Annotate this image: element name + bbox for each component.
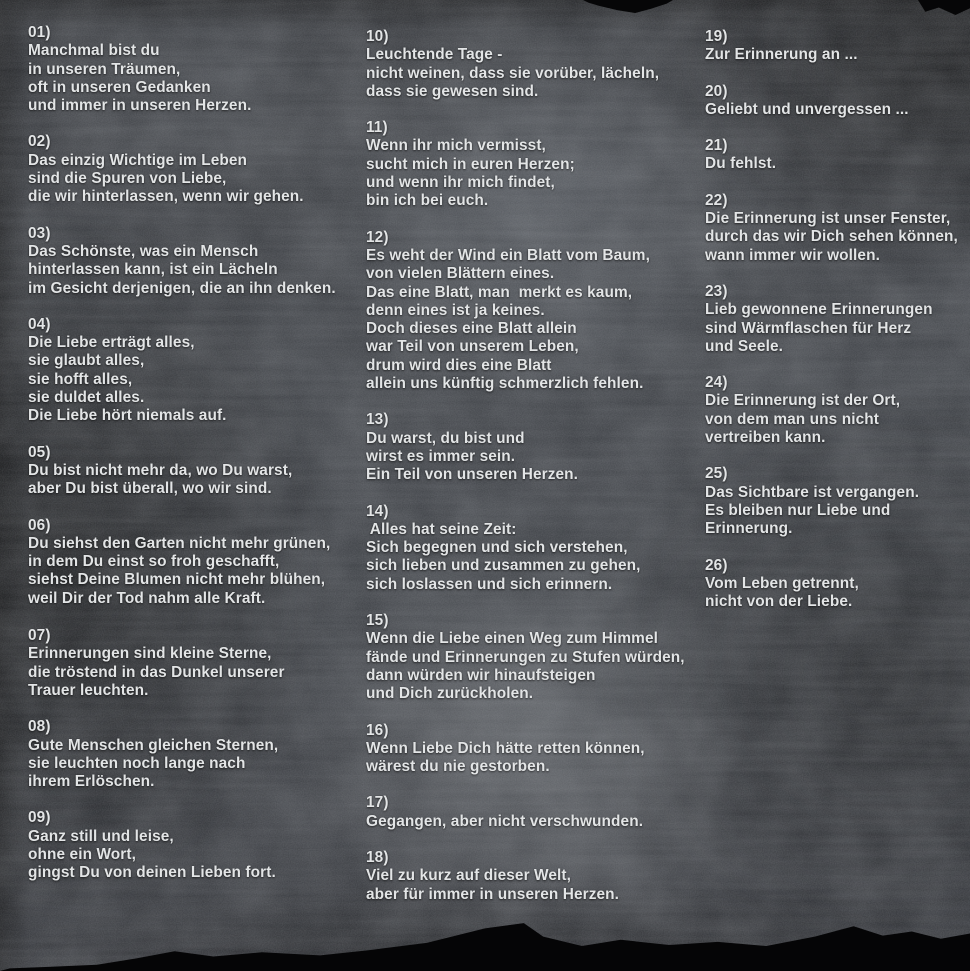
- quote-line: bin ich bei euch.: [366, 192, 489, 210]
- quote-line: und Seele.: [705, 337, 783, 355]
- quote-number: 23): [705, 282, 728, 300]
- quote-line: in unseren Träumen,: [28, 60, 181, 78]
- quote-number: 11): [366, 119, 388, 137]
- quote-line: von dem man uns nicht: [705, 410, 879, 428]
- quote-number: 10): [366, 28, 389, 45]
- quote-number: 20): [705, 82, 728, 100]
- quote-line: denn eines ist ja keines.: [366, 301, 545, 319]
- quote-line: drum wird dies eine Blatt: [366, 356, 552, 374]
- quote-line: sich loslassen und sich erinnern.: [366, 575, 613, 593]
- quote-line: Erinnerungen sind kleine Sterne,: [28, 645, 272, 663]
- quote-line: wirst es immer sein.: [366, 447, 516, 465]
- quote-number: 12): [366, 228, 389, 246]
- quotes-column-2: [366, 28, 706, 922]
- quote-line: Du warst, du bist und: [366, 429, 525, 447]
- quote-line: Sich begegnen und sich verstehen,: [366, 539, 628, 557]
- quote-number: 21): [705, 137, 728, 155]
- slate-edge-chip-top-right: [918, 0, 970, 15]
- quote-number: 25): [705, 465, 728, 483]
- quote-line: sucht mich in euren Herzen;: [366, 155, 575, 173]
- quote-line: Leuchtende Tage -: [366, 46, 503, 64]
- quote-line: allein uns künftig schmerzlich fehlen.: [366, 375, 644, 393]
- quote-line: und immer in unseren Herzen.: [28, 97, 252, 115]
- quote-line: sich lieben und zusammen zu gehen,: [366, 557, 641, 575]
- quote-line: in dem Du einst so froh geschafft,: [28, 553, 280, 571]
- quotes-column-1: [28, 24, 363, 901]
- quote-line: dann würden wir hinaufsteigen: [366, 666, 596, 684]
- quote-line: sie leuchten noch lange nach: [28, 754, 246, 772]
- quote-line: Wenn ihr mich vermisst,: [366, 137, 546, 155]
- quote-number: 08): [28, 718, 51, 736]
- quote-block: [28, 24, 363, 115]
- quote-block: [366, 411, 706, 484]
- quote-line: ohne ein Wort,: [28, 845, 136, 863]
- quote-block: [28, 627, 363, 700]
- quote-line: ihrem Erlöschen.: [28, 773, 155, 791]
- quote-line: Ganz still und leise,: [28, 827, 174, 845]
- quote-block: [366, 503, 706, 594]
- quote-block: [366, 612, 706, 703]
- quote-block: [28, 444, 363, 499]
- quote-number: 16): [366, 721, 389, 739]
- quote-block: [705, 192, 968, 265]
- quote-line: Alles hat seine Zeit:: [366, 520, 517, 538]
- quote-line: Du bist nicht mehr da, wo Du warst,: [28, 461, 293, 479]
- quote-line: Wenn Liebe Dich hätte retten können,: [366, 739, 645, 757]
- quote-line: Viel zu kurz auf dieser Welt,: [366, 867, 572, 885]
- quote-block: [28, 133, 363, 206]
- quote-line: dass sie gewesen sind.: [366, 82, 539, 100]
- quote-line: Es bleiben nur Liebe und: [705, 501, 891, 519]
- quote-line: wann immer wir wollen.: [705, 246, 880, 264]
- quote-line: Das eine Blatt, man merkt es kaum,: [366, 283, 633, 301]
- quote-line: Das Sichtbare ist vergangen.: [705, 483, 920, 501]
- quote-block: [366, 849, 706, 904]
- slate-edge-chip-top-center: [583, 0, 673, 13]
- quote-line: Zur Erinnerung an ...: [705, 46, 858, 64]
- quote-block: [705, 83, 968, 120]
- quote-line: Gegangen, aber nicht verschwunden.: [366, 812, 644, 830]
- quote-number: 02): [28, 133, 51, 151]
- quote-line: Die Erinnerung ist unser Fenster,: [705, 210, 951, 228]
- quote-line: sie glaubt alles,: [28, 352, 145, 370]
- quote-block: [28, 809, 363, 882]
- quote-number: 15): [366, 612, 389, 630]
- quote-number: 14): [366, 502, 389, 520]
- quote-line: Die Liebe hört niemals auf.: [28, 407, 227, 425]
- quote-number: 18): [366, 848, 389, 866]
- quote-line: Geliebt und unvergessen ...: [705, 100, 909, 118]
- quote-line: war Teil von unserem Leben,: [366, 338, 579, 356]
- quote-number: 04): [28, 315, 51, 333]
- quote-block: [705, 465, 968, 538]
- quote-line: Wenn die Liebe einen Weg zum Himmel: [366, 630, 658, 648]
- quote-line: die wir hinterlassen, wenn wir gehen.: [28, 188, 304, 206]
- quote-line: sie hofft alles,: [28, 370, 133, 388]
- quote-line: Du fehlst.: [705, 155, 777, 173]
- quote-block: [28, 517, 363, 608]
- quote-block: [705, 137, 968, 174]
- quote-number: 26): [705, 556, 728, 574]
- quote-number: 24): [705, 374, 728, 392]
- quote-line: Doch dieses eine Blatt allein: [366, 320, 577, 338]
- quote-line: Vom Leben getrennt,: [705, 574, 859, 592]
- quote-line: und Dich zurückholen.: [366, 685, 534, 703]
- quote-line: Trauer leuchten.: [28, 681, 149, 699]
- quote-line: Du siehst den Garten nicht mehr grünen,: [28, 534, 331, 552]
- quote-block: [705, 557, 968, 612]
- quote-line: Ein Teil von unseren Herzen.: [366, 466, 579, 484]
- quote-block: [28, 718, 363, 791]
- quote-block: [28, 316, 363, 426]
- quote-block: [366, 794, 706, 831]
- quote-line: aber für immer in unseren Herzen.: [366, 885, 620, 903]
- quote-block: [366, 229, 706, 394]
- quote-line: und wenn ihr mich findet,: [366, 174, 555, 192]
- quote-line: oft in unseren Gedanken: [28, 78, 211, 96]
- quote-line: Die Erinnerung ist der Ort,: [705, 392, 901, 410]
- quote-block: [366, 722, 706, 777]
- quote-line: sie duldet alles.: [28, 389, 145, 407]
- quote-line: die tröstend in das Dunkel unserer: [28, 663, 285, 681]
- quote-line: Das Schönste, was ein Mensch: [28, 242, 259, 260]
- quote-number: 09): [28, 809, 51, 827]
- quote-line: Das einzig Wichtige im Leben: [28, 151, 248, 169]
- quote-number: 01): [28, 24, 51, 41]
- slate-jagged-bottom-edge: [0, 919, 970, 971]
- quote-line: Manchmal bist du: [28, 42, 160, 60]
- quote-block: [366, 28, 706, 101]
- quote-number: 03): [28, 224, 51, 242]
- quote-number: 05): [28, 443, 51, 461]
- quote-block: [366, 119, 706, 210]
- quote-number: 19): [705, 28, 728, 45]
- quote-line: im Gesicht derjenigen, die an ihn denken.: [28, 279, 336, 297]
- quote-block: [705, 374, 968, 447]
- quote-line: durch das wir Dich sehen können,: [705, 228, 958, 246]
- quote-line: aber Du bist überall, wo wir sind.: [28, 480, 272, 498]
- quote-line: nicht von der Liebe.: [705, 593, 853, 611]
- quote-number: 22): [705, 191, 728, 209]
- quote-line: von vielen Blättern eines.: [366, 265, 555, 283]
- quote-block: [705, 283, 968, 356]
- quote-line: Es weht der Wind ein Blatt vom Baum,: [366, 246, 650, 264]
- quote-line: fände und Erinnerungen zu Stufen würden,: [366, 648, 685, 666]
- quotes-column-3: [705, 28, 968, 629]
- quote-line: vertreiben kann.: [705, 429, 826, 447]
- quote-number: 13): [366, 411, 389, 429]
- quote-line: weil Dir der Tod nahm alle Kraft.: [28, 589, 266, 607]
- quote-line: gingst Du von deinen Lieben fort.: [28, 864, 276, 882]
- quote-number: 17): [366, 794, 389, 812]
- quote-line: siehst Deine Blumen nicht mehr blühen,: [28, 571, 326, 589]
- quote-line: hinterlassen kann, ist ein Lächeln: [28, 261, 278, 279]
- quote-line: wärest du nie gestorben.: [366, 758, 550, 776]
- quote-line: Lieb gewonnene Erinnerungen: [705, 301, 933, 319]
- quote-line: sind Wärmflaschen für Herz: [705, 319, 912, 337]
- quote-block: [28, 225, 363, 298]
- quote-line: Die Liebe erträgt alles,: [28, 334, 195, 352]
- quote-line: sind die Spuren von Liebe,: [28, 170, 227, 188]
- quote-line: Gute Menschen gleichen Sternen,: [28, 736, 279, 754]
- quote-number: 06): [28, 516, 51, 534]
- quote-line: Erinnerung.: [705, 520, 793, 538]
- quote-block: [705, 28, 968, 65]
- quote-number: 07): [28, 627, 51, 645]
- quote-line: nicht weinen, dass sie vorüber, lächeln,: [366, 64, 660, 82]
